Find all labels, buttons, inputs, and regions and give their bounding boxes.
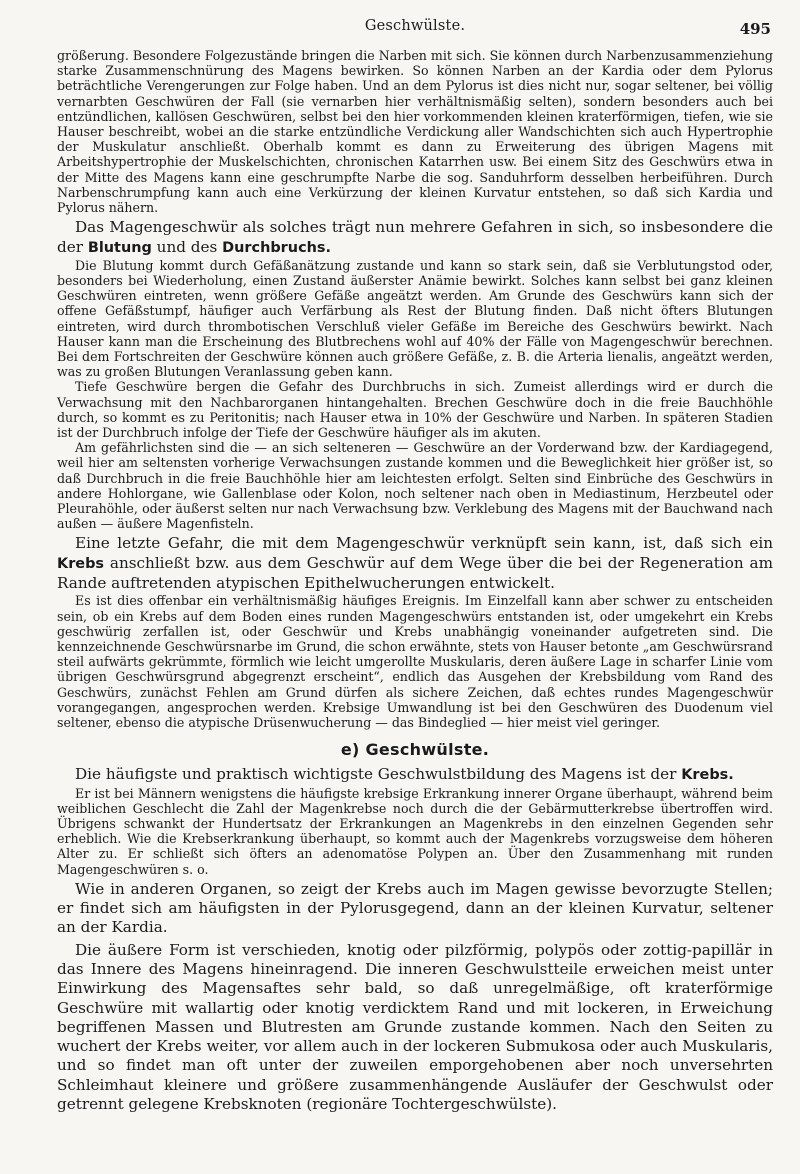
paragraph-krebs-ereignis: Es ist dies offenbar ein verhältnismäßig häufiges Ereignis. Im Einzelfall kann aber schwer zu entscheiden sein, ob ein Krebs auf dem Boden eines runden Magengeschwürs entstanden ist, oder umgekehrt ein Krebs geschwürig zerfallen ist, oder Geschwür und Krebs unabhängig voneinander aufgetreten sind. Die kennzeichnende Geschwürsnarbe im Grund, die schon erwähnte, stets von Hauser betonte „am Geschwürsrand steil aufwärts gekrümmte, förmlich wie leicht umgerollte Muskularis, deren äußere Lage in scharfer Linie vom übrigen Geschwürsgrund abgegrenzt erscheint“, endlich das Ausgehen der Krebsbildung vom Rand des Geschwürs, zunächst Fehlen am Grund dürfen als sichere Zeichen, daß echtes rundes Magengeschwür vorangegangen, angesprochen werden. Krebsige Umwandlung ist bei den Geschwüren des Duodenum viel seltener, ebenso die atypische Drüsenwucherung — das Bindeglied — hier meist viel geringer. [57, 593, 773, 730]
page-number: 495 [739, 20, 771, 38]
paragraph-gefahren [57, 218, 773, 258]
term-blutung: Blutung [87, 239, 152, 256]
term-durchbruch: Durchbruchs. [222, 239, 331, 256]
term-krebs: Krebs [57, 555, 105, 572]
paragraph-durchbruch: Tiefe Geschwüre bergen die Gefahr des Durchbruchs in sich. Zumeist allerdings wird er durch die Verwachsung mit den Nachbarorganen hintangehalten. Brechen Geschwüre doch in die freie Bauchhöhle durch, so kommt es zu Peritonitis; nach Hauser etwa in 10% der Geschwüre und Narben. In späteren Stadien ist der Durchbruch infolge der Tiefe der Geschwüre häufiger als im akuten. [57, 379, 773, 441]
paragraph-haeufigste [57, 765, 773, 785]
paragraph-vorderwand: Am gefährlichsten sind die — an sich selteneren — Geschwüre an der Vorderwand bzw. der Kardiagegend, weil hier am seltensten vorherige Verwachsungen zustande kommen und die Beweglichkeit hier größer ist, so daß Durchbruch in die freie Bauchhöhle hier am leichtesten erfolgt. Selten sind Einbrüche des Geschwürs in andere Hohlorgane, wie Gallenblase oder Kolon, noch seltener nach oben in Mediastinum, Herzbeutel oder Pleurahöhle, oder äußerst selten nur nach Verwachsung bzw. Verklebung des Magens mit der Bauchwand nach außen — äußere Magenfisteln. [57, 440, 773, 532]
paragraph-blutung: Die Blutung kommt durch Gefäßanätzung zustande und kann so stark sein, daß sie Verblutungstod oder, besonders bei Wiederholung, einen Zustand äußerster Anämie bewirkt. Solches kann selbst bei ganz kleinen Geschwüren eintreten, wenn größere Gefäße angeätzt werden. Am Grunde des Geschwürs kann sich der offene Gefäßstumpf, häufiger auch Verfärbung als Rest der Blutung finden. Daß nicht öfters Blutungen eintreten, wird durch thrombotischen Verschluß vieler Gefäße im Bereiche des Geschwürs bewirkt. Nach Hauser kann man die Erscheinung des Blutbrechens wohl auf 40% der Fälle von Magengeschwür berechnen. Bei dem Fortschreiten der Geschwüre können auch größere Gefäße, z. B. die Arteria lienalis, angeätzt werden, was zu großen Blutungen Veranlassung geben kann. [57, 257, 773, 380]
section-title: e) Geschwülste. [340, 740, 490, 760]
running-head: Geschwülste. [364, 18, 466, 34]
paragraph-krebs-gefahr [57, 534, 773, 593]
krebs-gefahr-text: Eine letzte Gefahr, die mit dem Magengeschwür verknüpft sein kann, ist, daß sich ein [75, 534, 773, 553]
paragraph-narben: größerung. Besondere Folgezustände bringen die Narben mit sich. Sie können durch Narbenzusammenziehung starke Zusammenschnürung des Magens bewirken. So können Narben an der Kardia oder dem Pylorus beträchtliche Verengerungen zur Folge haben. Und an dem Pylorus ist dies nicht nur, sogar seltener, bei völlig vernarbten Geschwüren der Fall (sie vernarben hier verhältnismäßig selten), sondern besonders auch bei entzündlichen, kallösen Geschwüren, selbst bei den hier vorkommenden kleinen kraterförmigen, tiefen, wie sie Hauser beschreibt, wobei an die starke entzündliche Verdickung aller Wandschichten sich auch Hypertrophie der Muskulatur anschließt. Oberhalb kommt es dann zu Erweiterung des übrigen Magens mit Arbeitshypertrophie der Muskelschichten, chronischen Katarrhen usw. Bei einem Sitz des Geschwürs etwa in der Mitte des Magens kann eine geschrumpfte Narbe die sog. Sanduhrform desselben herbeiführen. Durch Narbenschrumpfung kann auch eine Verkürzung der kleinen Kurvatur entstehen, so daß sich Kardia und Pylorus nähern. [57, 48, 773, 216]
book-page [57, 18, 773, 1114]
page-header [57, 18, 773, 48]
term-krebs-2: Krebs. [681, 767, 734, 784]
paragraph-stellen: Wie in anderen Organen, so zeigt der Krebs auch im Magen gewisse bevorzugte Stellen; er findet sich am häufigsten in der Pylorusgegend, dann an der kleinen Kurvatur, seltener an der Kardia. [57, 879, 773, 937]
krebs-gefahr-rest: anschließt bzw. aus dem Geschwür auf dem Wege über die bei der Regeneration am Rande auftretenden atypischen Epithelwucherungen entwickelt. [57, 553, 773, 593]
gefahren-text: Das Magengeschwür als solches trägt nun mehrere Gefahren in sich, so insbesondere die der [57, 218, 773, 256]
gefahren-conj: und des [151, 237, 223, 256]
paragraph-form: Die äußere Form ist verschieden, knotig oder pilzförmig, polypös oder zottig-papillär in das Innere des Magens hineinragend. Die inneren Geschwulstteile erweichen meist unter Einwirkung des Magensaftes sehr bald, so daß unregelmäßige, oft kraterförmige Geschwüre mit wallartig oder knotig verdicktem Rand und mit lockeren, in Erweichung begriffenen Massen und Blutresten am Grunde zustande kommen. Nach den Seiten zu wuchert der Krebs weiter, vor allem auch in der lockeren Submukosa oder auch Muskularis, und so findet man oft unter der zuweilen emporgehobenen aber noch unversehrten Schleimhaut kleinere und größere zusammenhängende Ausläufer der Geschwulst oder getrennt gelegene Krebsknoten (regionäre Tochtergeschwülste). [57, 940, 773, 1113]
paragraph-maenner: Er ist bei Männern wenigstens die häufigste krebsige Erkrankung innerer Organe überhaupt, während beim weiblichen Geschlecht die Zahl der Magenkrebse noch durch die der Gebärmutterkrebse übertroffen wird. Übrigens schwankt der Hundertsatz der Erkrankungen an Magenkrebs in den einzelnen Gegenden sehr erheblich. Wie die Krebserkrankung überhaupt, so kommt auch der Magenkrebs vorzugsweise dem höheren Alter zu. Er schließt sich öfters an adenomatöse Polypen an. Über den Zusammenhang mit runden Magengeschwüren s. o. [57, 785, 773, 877]
haeufigste-text: Die häufigste und praktisch wichtigste Geschwulstbildung des Magens ist der [75, 765, 682, 784]
